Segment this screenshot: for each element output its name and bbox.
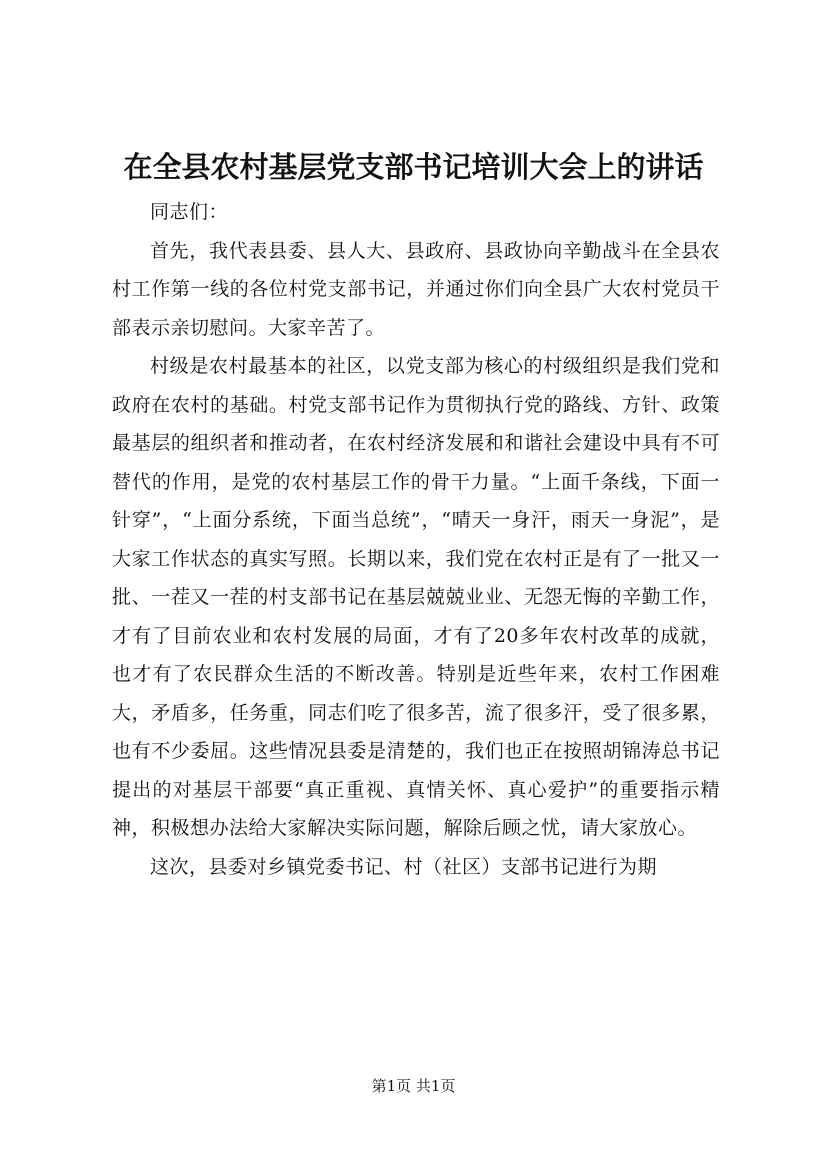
page-footer: 第1页 共1页: [371, 1077, 456, 1095]
document-title: 在全县农村基层党支部书记培训大会上的讲话: [123, 150, 704, 184]
body-paragraph-3: 这次，县委对乡镇党委书记、村（社区）支部书记进行为期: [150, 855, 658, 878]
salutation-paragraph: 同志们：: [150, 201, 229, 223]
body-paragraph-1: 首先，我代表县委、县人大、县政府、县政协向辛勤战斗在全县农村工作第一线的各位村党支部书记，并通过你们向全县广大农村党员干部表示亲切慰问。大家辛苦了。: [112, 239, 720, 339]
body-paragraph-2: 村级是农村最基本的社区，以党支部为核心的村级组织是我们党和政府在农村的基础。村党支部书记作为贯彻执行党的路线、方针、政策最基层的组织者和推动者，在农村经济发展和和谐社会建设中具有不可替代的作用，是党的农村基层工作的骨干力量。“上面千条线，下面一针穿”，“上面分系统，下面当总统”，“晴天一身汗，雨天一身泥”，是大家工作状态的真实写照。长期以来，我们党在农村正是有了一批又一批、一茬又一茬的村支部书记在基层兢兢业业、无怨无悔的辛勤工作，才有了目前农业和农村发展的局面，才有了20多年农村改革的成就，也才有了农民群众生活的不断改善。特别是近些年来，农村工作困难大，矛盾多，任务重，同志们吃了很多苦，流了很多汗，受了很多累，也有不少委屈。这些情况县委是清楚的，我们也正在按照胡锦涛总书记提出的对基层干部要“真正重视、真情关怀、真心爱护”的重要指示精神，积极想办法给大家解决实际问题，解除后顾之忧，请大家放心。: [112, 355, 720, 839]
document-body: [112, 193, 720, 886]
